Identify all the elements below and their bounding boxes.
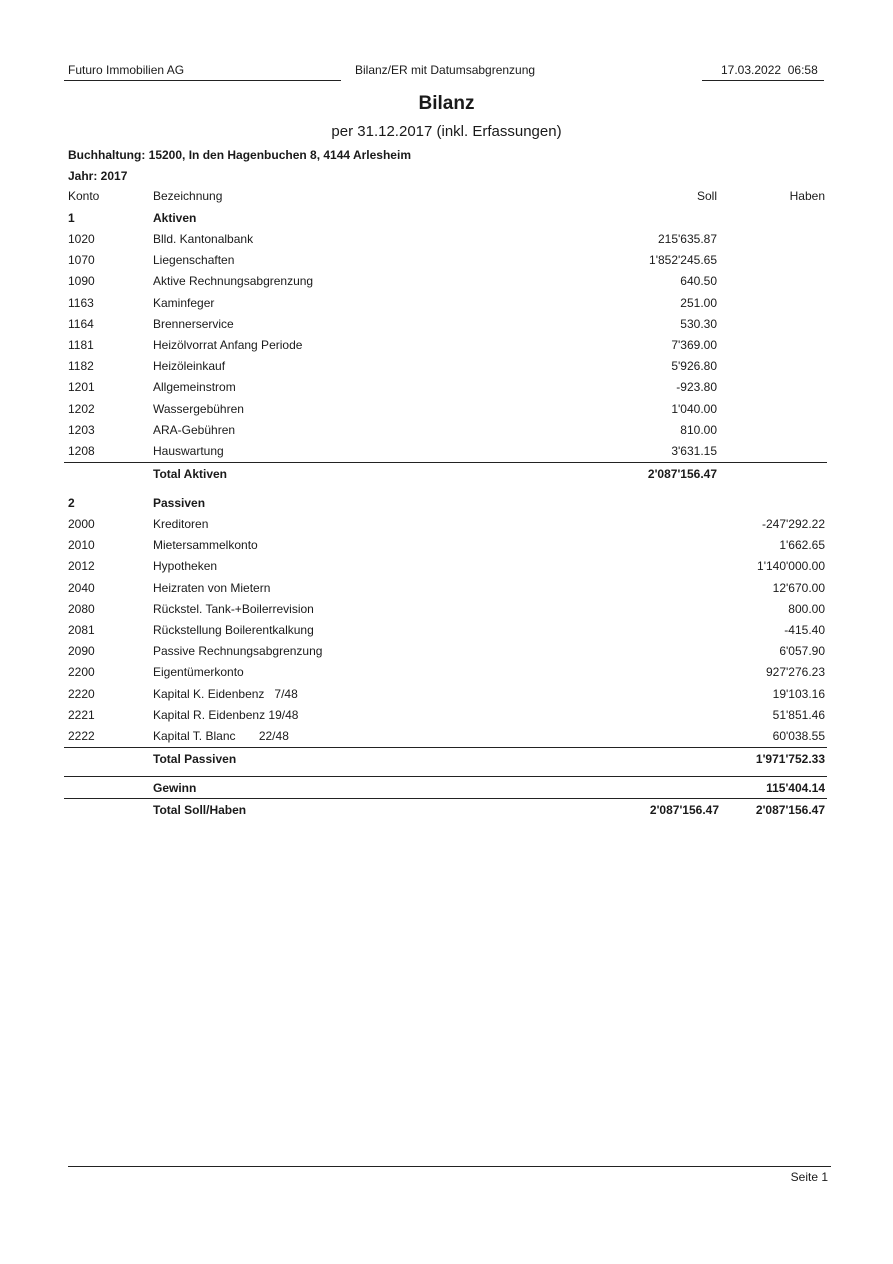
gewinn-rule <box>64 776 827 777</box>
account-name: Kaminfeger <box>153 295 215 310</box>
account-name: Rückstellung Boilerentkalkung <box>153 623 314 637</box>
header-rule-right <box>702 80 824 81</box>
table-row <box>0 359 893 380</box>
account-number: 2222 <box>68 729 95 743</box>
account-number: 1203 <box>68 422 95 437</box>
haben-value: -247'292.22 <box>761 517 825 531</box>
soll-value: 1'852'245.65 <box>649 253 717 268</box>
account-number: 1201 <box>68 380 95 395</box>
total-sollhaben-soll: 2'087'156.47 <box>649 803 719 817</box>
haben-value: 1'662.65 <box>779 538 825 553</box>
col-bezeichnung: Bezeichnung <box>153 189 223 203</box>
account-number: 2080 <box>68 601 95 616</box>
account-name: Hypotheken <box>153 559 218 574</box>
table-row <box>0 253 893 274</box>
gewinn-label: Gewinn <box>153 781 197 795</box>
document-title: Bilanz <box>418 93 475 114</box>
table-row <box>0 402 893 423</box>
account-number: 2010 <box>68 538 95 553</box>
total-sollhaben-haben: 2'087'156.47 <box>755 803 825 817</box>
table-row <box>0 581 893 602</box>
account-number: 2081 <box>68 623 95 637</box>
document-subtitle: per 31.12.2017 (inkl. Erfassungen) <box>331 123 562 140</box>
haben-value: -415.40 <box>784 623 825 637</box>
soll-value: 1'040.00 <box>671 401 717 416</box>
table-row <box>0 517 893 538</box>
account-number: 1208 <box>68 444 95 458</box>
col-haben: Haben <box>789 189 825 203</box>
table-row <box>0 602 893 623</box>
group-passiven <box>0 496 893 517</box>
haben-value: 51'851.46 <box>772 707 825 722</box>
table-row <box>0 317 893 338</box>
account-number: 1202 <box>68 401 95 416</box>
account-name: Eigentümerkonto <box>153 665 244 680</box>
account-number: 2040 <box>68 580 95 595</box>
col-soll: Soll <box>696 189 717 203</box>
account-name: Heizraten von Mietern <box>153 580 271 595</box>
soll-value: 810.00 <box>680 422 717 437</box>
table-row <box>0 423 893 444</box>
haben-value: 19'103.16 <box>772 686 825 701</box>
group-label: Aktiven <box>153 211 197 225</box>
soll-value: -923.80 <box>676 380 717 395</box>
haben-value: 1'140'000.00 <box>757 559 825 574</box>
total-sollhaben-label: Total Soll/Haben <box>153 803 247 817</box>
soll-value: 7'369.00 <box>671 338 717 352</box>
account-number: 1070 <box>68 253 95 268</box>
account-name: Heizöleinkauf <box>153 359 226 374</box>
account-name: Passive Rechnungsabgrenzung <box>153 644 323 659</box>
table-row <box>0 538 893 559</box>
account-number: 2090 <box>68 644 95 659</box>
account-name: Brennerservice <box>153 316 234 331</box>
group-number: 2 <box>68 496 75 510</box>
account-name: Mietersammelkonto <box>153 538 258 553</box>
group-aktiven <box>0 211 893 232</box>
account-name: Blld. Kantonalbank <box>153 232 254 246</box>
account-name: Hauswartung <box>153 444 224 458</box>
account-name: Allgemeinstrom <box>153 380 236 395</box>
total-passiven-haben: 1'971'752.33 <box>755 752 825 766</box>
table-row <box>0 338 893 359</box>
page-number: Seite 1 <box>790 1170 828 1184</box>
print-date-value: 17.03.2022 <box>721 63 782 77</box>
account-name: Aktive Rechnungsabgrenzung <box>153 274 314 289</box>
account-number: 1020 <box>68 232 95 246</box>
soll-value: 3'631.15 <box>671 444 717 458</box>
account-number: 2200 <box>68 665 95 680</box>
soll-value: 5'926.80 <box>671 359 717 374</box>
table-row <box>0 665 893 686</box>
account-name: Rückstel. Tank-+Boilerrevision <box>153 601 314 616</box>
table-row <box>0 380 893 401</box>
account-name: ARA-Gebühren <box>153 422 236 437</box>
account-number: 1181 <box>68 338 94 352</box>
haben-value: 12'670.00 <box>772 580 825 595</box>
buchhaltung-info: Buchhaltung: 15200, In den Hagenbuchen 8, 4144 Arlesheim <box>68 148 411 162</box>
footer-rule <box>68 1166 831 1167</box>
soll-value: 215'635.87 <box>657 232 717 246</box>
aktiven-total-rule <box>64 462 827 463</box>
company-name: Futuro Immobilien AG <box>68 63 185 77</box>
table-row <box>0 708 893 729</box>
soll-value: 640.50 <box>680 274 717 289</box>
account-name: Kapital K. Eidenbenz 7/48 <box>153 686 298 701</box>
print-date <box>721 63 818 77</box>
account-number: 2220 <box>68 686 95 701</box>
group-number: 1 <box>68 211 75 225</box>
account-number: 1163 <box>68 295 94 310</box>
account-name: Liegenschaften <box>153 253 235 268</box>
account-name: Kapital T. Blanc 22/48 <box>153 729 289 743</box>
haben-value: 800.00 <box>788 601 825 616</box>
account-number: 1164 <box>68 316 94 331</box>
account-number: 2012 <box>68 559 95 574</box>
print-time-value: 06:58 <box>787 63 818 77</box>
header-rule-left <box>64 80 341 81</box>
passiven-total-rule <box>64 747 827 748</box>
soll-value: 251.00 <box>680 295 717 310</box>
haben-value: 927'276.23 <box>765 665 825 680</box>
soll-value: 530.30 <box>680 316 717 331</box>
table-row <box>0 232 893 253</box>
gewinn-haben: 115'404.14 <box>766 781 825 795</box>
total-aktiven-row <box>0 467 893 488</box>
account-name: Kreditoren <box>153 517 209 531</box>
account-name: Kapital R. Eidenbenz 19/48 <box>153 707 299 722</box>
total-passiven-row <box>0 752 893 773</box>
report-name: Bilanz/ER mit Datumsabgrenzung <box>355 63 536 77</box>
haben-value: 6'057.90 <box>779 644 825 659</box>
table-row <box>0 644 893 665</box>
col-konto: Konto <box>68 189 100 203</box>
table-row <box>0 274 893 295</box>
table-row <box>0 296 893 317</box>
account-number: 2000 <box>68 517 95 531</box>
account-number: 1090 <box>68 274 95 289</box>
account-name: Heizölvorrat Anfang Periode <box>153 338 303 352</box>
column-header-row <box>0 189 893 210</box>
table-row <box>0 623 893 644</box>
total-passiven-label: Total Passiven <box>153 752 237 766</box>
total-aktiven-soll: 2'087'156.47 <box>647 467 717 481</box>
haben-value: 60'038.55 <box>772 729 825 743</box>
account-name: Wassergebühren <box>153 401 244 416</box>
total-sollhaben-rule <box>64 798 827 799</box>
total-aktiven-label: Total Aktiven <box>153 467 228 481</box>
group-label: Passiven <box>153 496 206 510</box>
jahr-info: Jahr: 2017 <box>68 169 128 183</box>
account-number: 2221 <box>68 707 95 722</box>
table-row <box>0 687 893 708</box>
table-row <box>0 559 893 580</box>
total-sollhaben-row <box>0 803 893 824</box>
account-number: 1182 <box>68 359 94 374</box>
